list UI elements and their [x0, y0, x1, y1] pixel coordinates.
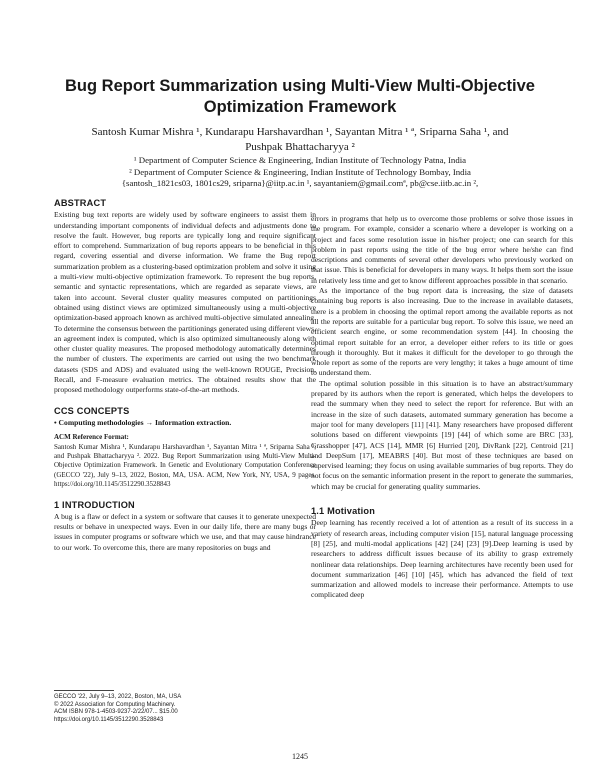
ccs-item: • Computing methodologies → Information extraction.	[54, 417, 232, 427]
footnote-isbn: ACM ISBN 978-1-4503-9237-2/22/07... $15.00	[54, 709, 178, 716]
authors-line-1: Santosh Kumar Mishra ¹, Kundarapu Harshavardhan ¹, Sayantan Mitra ¹ ª, Sriparna Saha ¹, and	[91, 126, 509, 138]
authors-line-2: Pushpak Bhattacharyya ²	[245, 141, 355, 153]
intro-paragraph-1: errors in programs that help us to overcome those problems or solve those issues in the program. For example, consider a scenario where a developer is working on a project and faces some resolution issue in his/her project; one can search for this problem in past reports using the title of the bug error where he/she can find descriptions and comments of several other developers who previously worked on that issue. This is beneficial for developers in many ways. It helps them sort the issue in relatively less time and get to know different approaches possible in that scenario.	[311, 214, 573, 285]
acm-reference-text: Santosh Kumar Mishra ¹, Kundarapu Harshavardhan ¹, Sayantan Mitra ¹ ª, Sriparna Saha ¹, and Pushpak Bhattacharyya ². 2022. Bug Report Summarization using Multi-View Multi-Objective Optimization Framework. In Genetic and Evolutionary Computation Conference (GECCO '22), July 9–13, 2022, Boston, MA, USA. ACM, New York, NY, USA, 9 pages. https://doi.org/10.1145/3512290.3528843	[54, 442, 316, 489]
affiliation-1: ¹ Department of Computer Science & Engineering, Indian Institute of Technology Patna, India	[133, 155, 467, 165]
footnote-copyright: © 2022 Association for Computing Machinery.	[54, 701, 176, 708]
introduction-text: A bug is a flaw or defect in a system or software that causes it to generate unexpected results or behave in unexpected ways. Even in our daily life, there are many bugs or issues in computer programs or software which we use, and that may cause hindrance to our work. To overcome this, there are many repositories on bugs and	[54, 511, 316, 552]
motivation-paragraph: Deep learning has recently received a lot of attention as a result of its success in a variety of research areas, including computer vision [15], natural language processing [8] [25], and multi-modal applications [42] [24] [23] [9].Deep learning is used by researchers to address difficult issues because of its ability to grasp extremely nonlinear data relationships. Deep learning architectures have recently been used for document summarization [46] [10] [45], which has advanced the field of text summarization and allowed models to increase their performance. Attempts to use complicated deep	[311, 518, 573, 600]
introduction-heading: 1 INTRODUCTION	[54, 499, 135, 510]
intro-paragraph-2: As the importance of the bug report data is increasing, the size of datasets containing bug reports is also increasing. Due to the increase in available datasets, there is a problem in choosing the optimal report among the available reports as not all the reports are suitable for a particular bug report. To solve this issue, we need an efficient search engine, or some recommendation system [44]. In choosing the optimal report suitable for an error, a developer either refers to its title or goes through it thoroughly. But it makes it difficult for the developer to go through the whole report as some of the reports are very lengthy; it takes a huge amount of time to understand them.	[311, 286, 573, 378]
affiliations	[40, 155, 560, 190]
intro-paragraph-3: The optimal solution possible in this situation is to have an abstract/summary prepared by its authors when the report is generated, which helps the developers to read the summary when they need to select the report for reference. But with an increase in the size of such datasets, automated summary generation has become a major tool for many developers [11] [41]. Many researchers have proposed different solutions based on different viewpoints [19] [44] of which some are BRC [33], Grasshopper [47], ACS [14], MMR [6] Hurried [20], DivRank [22], Centroid [21] and DeepSum [17], MEABRS [40]. But most of these techniques are based on supervised learning; they focus on using available summaries of bug reports. They do not focus on the semantic information present in the report to generate the summaries, which may be crucial for generating quality summaries.	[311, 378, 573, 491]
abstract-text: Existing bug text reports are widely used by software engineers to assist them in understanding important components of individual defects and adjustments done to resolve the fault. However, bug reports are typically long and require significant effort to comprehend. Summarization of bug reports appears to be beneficial in this regard, covering essential and diverse information. We frame the Bug report summarization problem as a clustering-based optimization problem and solve it using a multi-view multi-objective optimization framework. To represent the bug reports, semantic and syntactic representations, which are regarded as separate views, are taken into account. Several cluster quality measures computed on partitionings obtained using distinct views are optimized simultaneously using a multi-objective optimization-based approach known as archived multi-objective simulated annealing. To determine the consensus between the partitionings generated using different views, an agreement index is computed, which is also optimized simultaneously along with other cluster quality measures. The proposed methodology automatically determines the number of clusters. The experiments are carried out using the two benchmark datasets (SDS and ADS) and evaluated using the well-known ROUGE, Precision, Recall, and F-measure evaluation metrics. The obtained results show that the proposed methodology outperforms state-of-the-art methods.	[54, 210, 316, 395]
copyright-footnote	[54, 690, 316, 724]
abstract-heading: ABSTRACT	[54, 198, 107, 208]
footnote-doi-link[interactable]: https://doi.org/10.1145/3512290.3528843	[54, 716, 164, 723]
right-column	[311, 214, 573, 601]
paper-title: Bug Report Summarization using Multi-View Multi-Objective Optimization Framework	[65, 77, 535, 116]
motivation-heading: 1.1 Motivation	[311, 506, 376, 517]
acm-reference-heading: ACM Reference Format:	[54, 433, 129, 442]
author-list	[40, 125, 560, 155]
author-emails: {santosh_1821cs03, 1801cs29, sriparna}@iitp.ac.in ¹, sayantaniem@gmail.comª, pb@cse.iitb.ac.in ²,	[121, 178, 479, 189]
footnote-conference: GECCO '22, July 9–13, 2022, Boston, MA, USA	[54, 694, 182, 700]
ccs-heading: CCS CONCEPTS	[54, 405, 130, 416]
left-column	[54, 198, 316, 553]
page-number: 1245	[292, 752, 308, 761]
affiliation-2: ² Department of Computer Science & Engineering, Indian Institute of Technology Bombay, India	[129, 166, 471, 177]
